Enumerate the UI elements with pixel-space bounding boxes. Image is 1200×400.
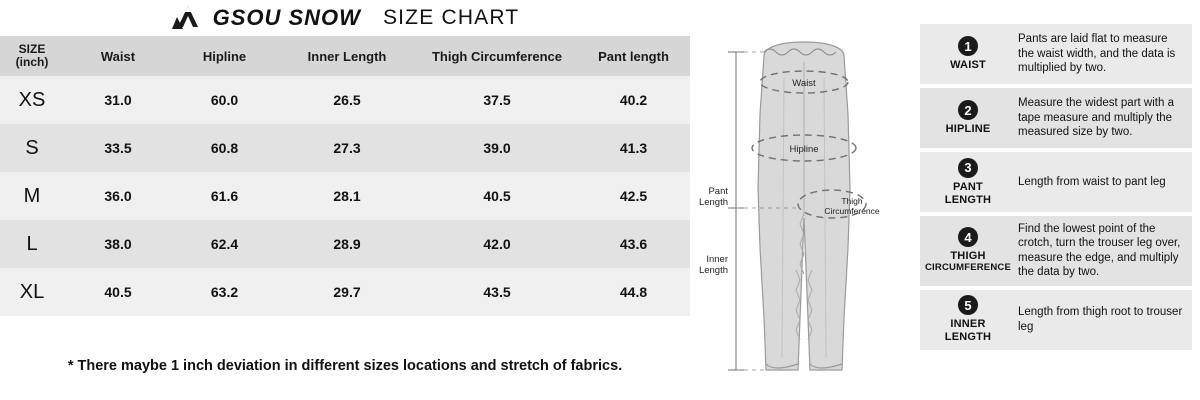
legend-term-line-2: LENGTH (944, 331, 992, 343)
deviation-note: * There maybe 1 inch deviation in different sizes locations and stretch of fabrics. (67, 358, 623, 374)
legend-description: Measure the widest part with a tape measure and multiply the measured size by two. (1018, 97, 1174, 139)
label-inner-length-line-2: Length (698, 265, 728, 276)
size-chart-table (0, 36, 690, 316)
label-hipline: Hipline (789, 144, 819, 155)
legend-item-waist (920, 24, 1192, 84)
table-row (0, 124, 690, 172)
cell-waist: 31.0 (64, 76, 172, 124)
cell-thigh: 42.0 (417, 220, 577, 268)
size-header-line-1: SIZE (18, 41, 46, 56)
table-header (0, 36, 690, 76)
label-waist: Waist (792, 78, 816, 89)
legend-term-line-1: THIGH (950, 250, 986, 263)
legend-item-hipline (920, 88, 1192, 148)
label-inner-length-line-1: Inner (706, 254, 728, 265)
label-pant-length-line-2: Length (698, 197, 728, 208)
column-header-pant-length: Pant length (577, 36, 690, 76)
cell-waist: 40.5 (64, 268, 172, 316)
cell-pant-length: 43.6 (577, 220, 690, 268)
cell-hipline: 61.6 (172, 172, 277, 220)
pants-measurement-diagram (692, 18, 914, 384)
column-header-thigh-circumference: Thigh Circumference (417, 36, 577, 76)
cell-pant-length: 42.5 (577, 172, 690, 220)
legend-item-thigh-circumference (920, 216, 1192, 286)
cell-inner-length: 26.5 (277, 76, 417, 124)
legend-badge (920, 24, 1016, 84)
legend-description: Find the lowest point of the crotch, turn the trouser leg over, measure the edge, and multiply the data by two. (1018, 223, 1181, 279)
cell-pant-length: 40.2 (577, 76, 690, 124)
chart-header (0, 0, 690, 36)
legend-number: 5 (958, 295, 978, 315)
label-thigh-line-2: Circumference (824, 206, 880, 216)
cell-size: XS (0, 76, 64, 124)
cell-inner-length: 28.1 (277, 172, 417, 220)
legend-item-inner-length (920, 290, 1192, 350)
legend-number: 4 (958, 227, 978, 247)
legend-badge (920, 152, 1016, 212)
column-header-inner-length: Inner Length (277, 36, 417, 76)
cell-size: M (0, 172, 64, 220)
brand-name: GSOU SNOW (212, 5, 361, 30)
table-header-row (0, 36, 690, 76)
table-row (0, 220, 690, 268)
cell-hipline: 60.8 (172, 124, 277, 172)
legend-term-line-2: LENGTH (944, 193, 992, 206)
legend-description: Length from thigh root to trouser leg (1018, 306, 1183, 333)
column-header-waist: Waist (64, 36, 172, 76)
legend-term: WAIST (950, 59, 986, 72)
cell-inner-length: 28.9 (277, 220, 417, 268)
cell-pant-length: 41.3 (577, 124, 690, 172)
label-thigh-line-1: Thigh (841, 196, 863, 206)
cell-waist: 33.5 (64, 124, 172, 172)
legend-number: 3 (958, 158, 978, 178)
cell-size: XL (0, 268, 64, 316)
column-header-size (0, 36, 64, 76)
table-row (0, 268, 690, 316)
legend-term-line-2: CIRCUMFERENCE (925, 262, 1011, 274)
legend-term-line-1: PANT (953, 180, 983, 193)
cell-inner-length: 27.3 (277, 124, 417, 172)
mountain-logo-icon (171, 5, 205, 31)
table-body (0, 76, 690, 316)
legend-term-line-1: INNER (950, 318, 986, 331)
cell-size: S (0, 124, 64, 172)
legend-description: Length from waist to pant leg (1018, 175, 1166, 188)
legend-description: Pants are laid flat to measure the waist width, and the data is multiplied by two. (1018, 33, 1176, 75)
legend-badge (920, 290, 1016, 350)
cell-size: L (0, 220, 64, 268)
cell-thigh: 40.5 (417, 172, 577, 220)
cell-thigh: 37.5 (417, 76, 577, 124)
table-row (0, 76, 690, 124)
cell-thigh: 43.5 (417, 268, 577, 316)
label-pant-length-line-1: Pant (708, 186, 728, 197)
cell-hipline: 63.2 (172, 268, 277, 316)
cell-waist: 38.0 (64, 220, 172, 268)
column-header-hipline: Hipline (172, 36, 277, 76)
measurement-legend (920, 24, 1192, 354)
cell-inner-length: 29.7 (277, 268, 417, 316)
cell-pant-length: 44.8 (577, 268, 690, 316)
legend-item-pant-length (920, 152, 1192, 212)
legend-number: 2 (958, 100, 978, 120)
table-row (0, 172, 690, 220)
page-title: SIZE CHART (382, 6, 520, 29)
cell-waist: 36.0 (64, 172, 172, 220)
size-header-line-2: (inch) (15, 55, 49, 69)
legend-number: 1 (958, 36, 978, 56)
cell-hipline: 60.0 (172, 76, 277, 124)
cell-thigh: 39.0 (417, 124, 577, 172)
legend-badge (920, 88, 1016, 148)
legend-term: HIPLINE (945, 123, 991, 136)
legend-badge (920, 216, 1016, 286)
cell-hipline: 62.4 (172, 220, 277, 268)
